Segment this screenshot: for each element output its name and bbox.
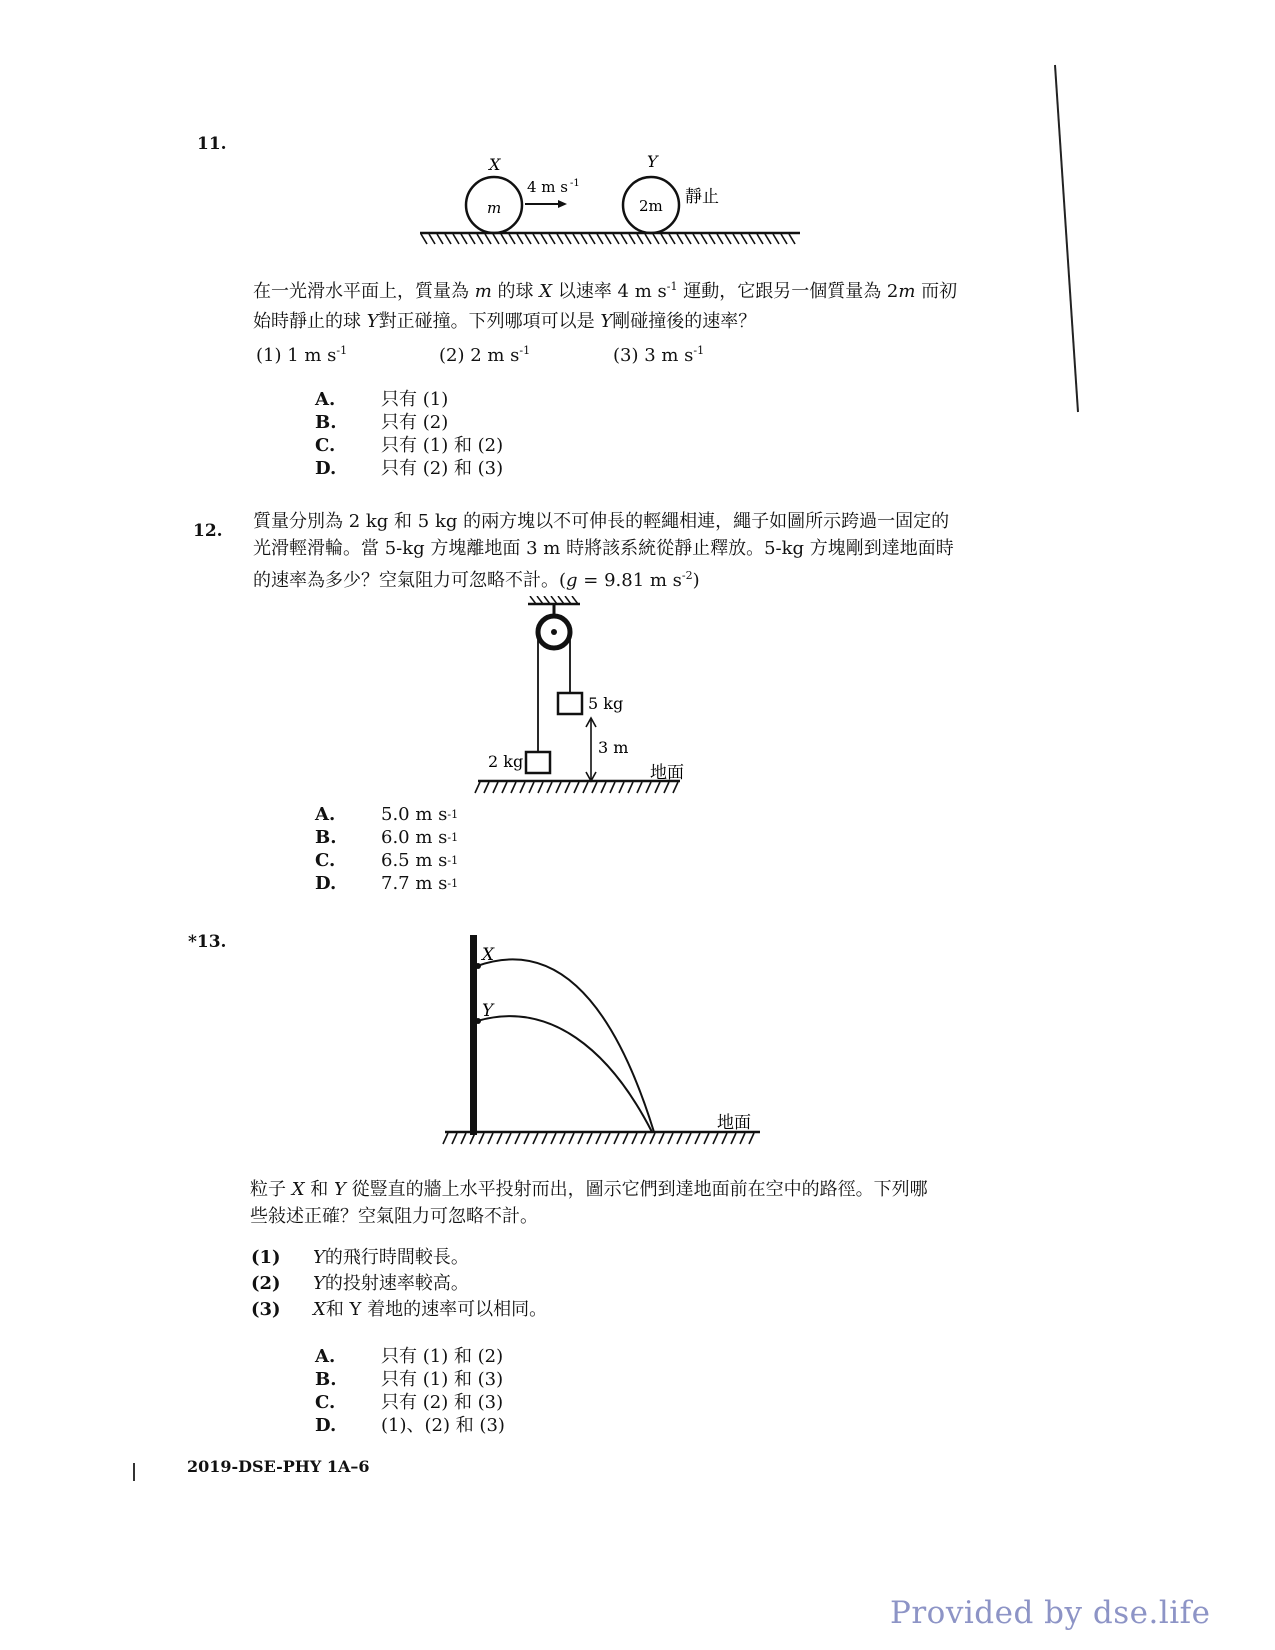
q11-stem: 在一光滑水平面上，質量為 m 的球 X 以速率 4 m $s^{-1}$ 運動，它跟另一個質量為 2m 而初 始時靜止的球 Y對正碰撞。下列哪項可以是 Y剛碰撞後的速率？ bbox=[253, 280, 958, 332]
q12-pulley-diagram bbox=[470, 596, 690, 801]
block-5kg-label: 5 kg bbox=[588, 694, 624, 713]
velocity-exp: -1 bbox=[570, 178, 580, 189]
q11-choice-3: (3) 3 m $s^{-1}$ bbox=[613, 344, 705, 366]
ball-y-mass: 2m bbox=[639, 197, 663, 215]
q11-option-d: D. 只有 (2) 和 (3) bbox=[315, 458, 504, 479]
q12-option-c: C. 6.5 m s -1 bbox=[315, 850, 459, 871]
q13-option-b: B. 只有 (1) 和 (3) bbox=[315, 1369, 504, 1390]
q11-ground-hatching bbox=[421, 234, 795, 244]
scan-edge-line bbox=[1050, 60, 1090, 420]
path-y bbox=[477, 1016, 652, 1132]
q11-options bbox=[315, 388, 503, 480]
q13-ground-label: 地面 bbox=[717, 1113, 751, 1133]
scan-mark bbox=[133, 1463, 135, 1481]
block-2kg bbox=[526, 752, 550, 773]
q12-option-a: A. 5.0 m s -1 bbox=[315, 804, 459, 825]
q13-statement-3: (3) X 和 Y 着地的速率可以相同。 bbox=[251, 1299, 548, 1320]
question-13-number: *13. bbox=[188, 932, 227, 952]
ball-x-label: X bbox=[489, 155, 501, 174]
block-5kg bbox=[558, 693, 582, 714]
ball-y-label: Y bbox=[647, 152, 658, 171]
q12-option-d: D. 7.7 m s -1 bbox=[315, 873, 459, 894]
q11-option-b: B. 只有 (2) bbox=[315, 412, 449, 433]
watermark: Provided by dse.life bbox=[890, 1595, 1211, 1631]
q11-choices bbox=[256, 344, 704, 366]
particle-x-label: X bbox=[482, 945, 495, 965]
q13-statement-1: (1) Y 的飛行時間較長。 bbox=[251, 1247, 469, 1268]
q11-collision-diagram bbox=[415, 148, 805, 248]
q11-choice-2: (2) 2 m $s^{-1}$ bbox=[439, 344, 531, 366]
q11-option-a: A. 只有 (1) bbox=[315, 389, 449, 410]
particle-y-label: Y bbox=[482, 1001, 494, 1021]
q13-option-d: D. (1)、(2) 和 (3) bbox=[315, 1415, 505, 1436]
q13-stem: 粒子 X 和 Y 從豎直的牆上水平投射而出，圖示它們到達地面前在空中的路徑。下列哪 些敍述正確？空氣阻力可忽略不計。 bbox=[250, 1179, 928, 1227]
q12-option-b: B. 6.0 m s -1 bbox=[315, 827, 459, 848]
q12-stem: 質量分別為 2 kg 和 5 kg 的兩方塊以不可伸長的輕繩相連，繩子如圖所示跨過一固定的 光滑輕滑輪。當 5-kg 方塊離地面 3 m 時將該系統從靜止釋放。5-kg 方塊剛到達地面時 的速率為多少？空氣阻力可忽略不計。(g = 9.81 m $s^{-2}$) bbox=[253, 511, 954, 591]
q13-option-a: A. 只有 (1) 和 (2) bbox=[315, 1346, 504, 1367]
q12-options bbox=[315, 803, 458, 895]
height-label: 3 m bbox=[598, 738, 629, 757]
ball-x-mass: m bbox=[487, 199, 502, 217]
velocity-arrowhead bbox=[558, 200, 567, 208]
block-2kg-label: 2 kg bbox=[488, 752, 524, 771]
path-x bbox=[477, 959, 654, 1132]
question-12-number: 12. bbox=[193, 521, 223, 541]
q11-option-c: C. 只有 (1) 和 (2) bbox=[315, 435, 504, 456]
q11-choice-1: (1) 1 m $s^{-1}$ bbox=[256, 344, 348, 366]
q12-ground-label: 地面 bbox=[650, 763, 684, 783]
q13-option-c: C. 只有 (2) 和 (3) bbox=[315, 1392, 504, 1413]
q13-projectile-diagram bbox=[440, 930, 770, 1150]
question-11-number: 11. bbox=[197, 134, 227, 154]
page-footer: 2019-DSE-PHY 1A–6 bbox=[187, 1457, 370, 1476]
ball-y-rest-label: 靜止 bbox=[685, 187, 719, 207]
velocity-label: 4 m s bbox=[527, 178, 569, 196]
q13-statements bbox=[251, 1245, 547, 1323]
q13-options bbox=[315, 1345, 505, 1437]
q13-statement-2: (2) Y 的投射速率較高。 bbox=[251, 1273, 469, 1294]
